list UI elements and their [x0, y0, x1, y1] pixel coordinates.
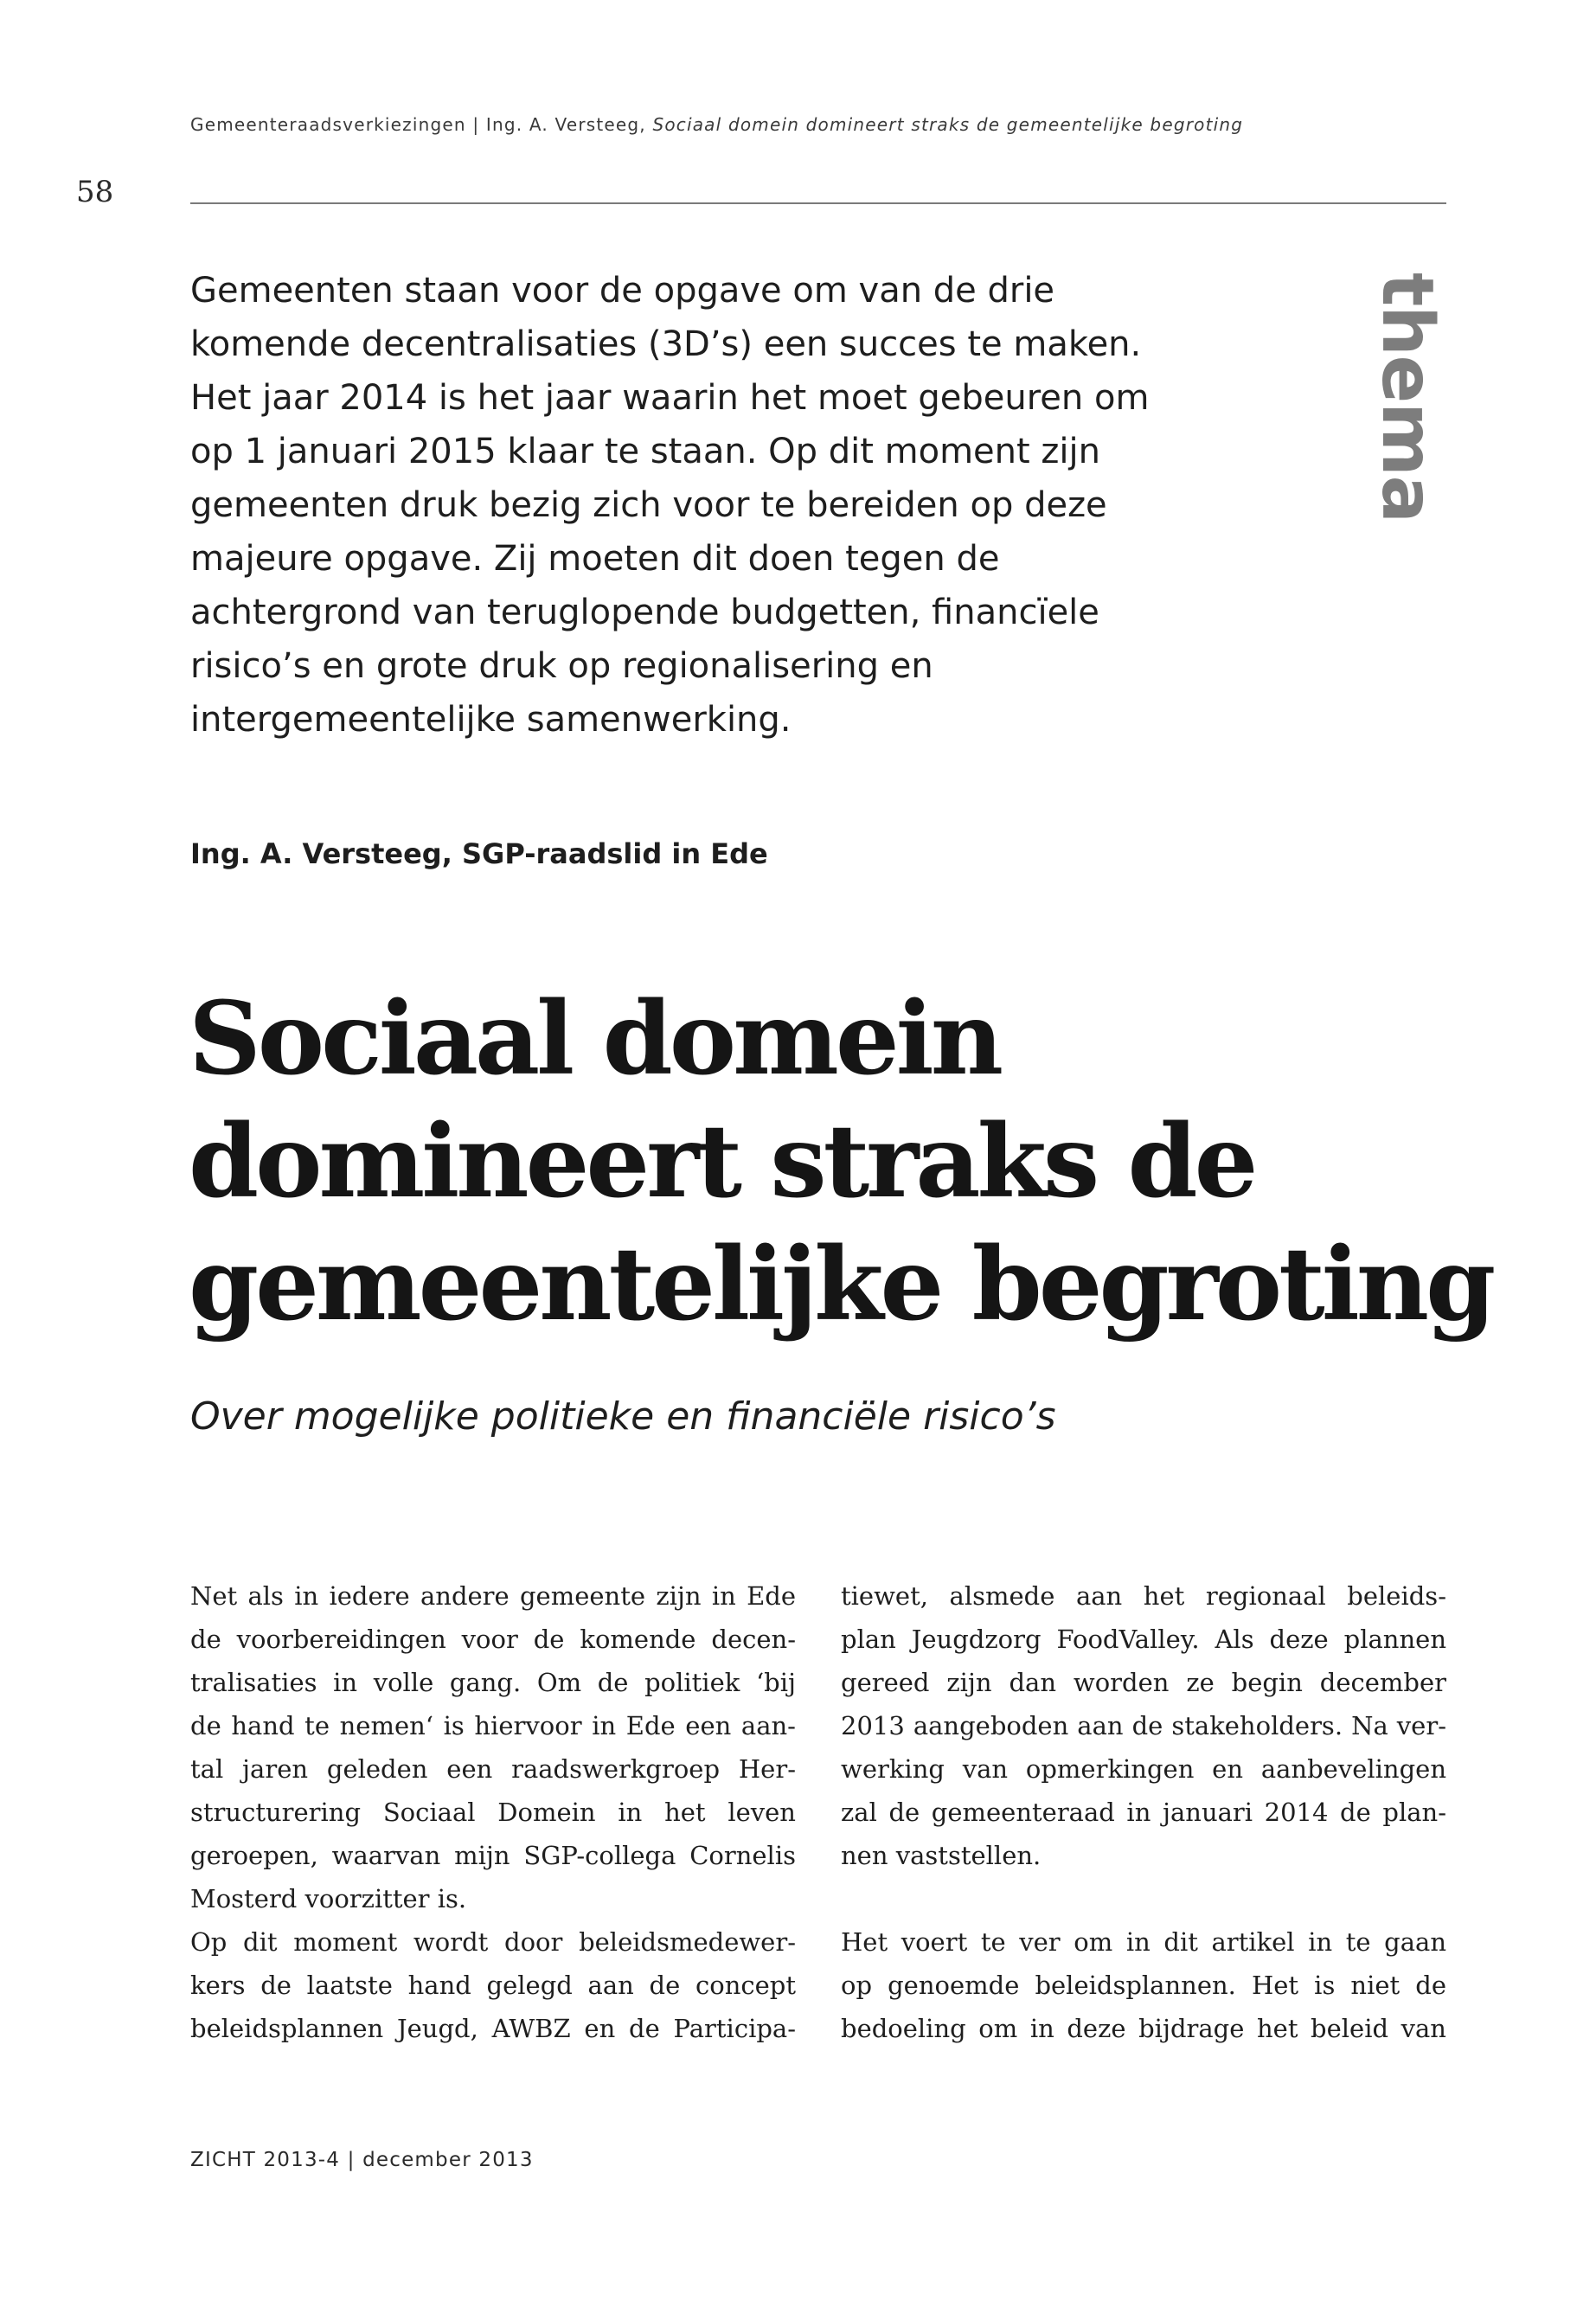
headline-line: gemeentelijke begroting — [189, 1226, 1493, 1343]
article-headline — [189, 977, 1493, 1346]
intro-line: majeure opgave. Zij moeten dit doen tegen de — [190, 539, 1000, 579]
running-head-separator: | — [472, 114, 480, 135]
intro-line: gemeenten druk bezig zich voor te bereiden op deze — [190, 485, 1107, 525]
body-line: op genoemde beleidsplannen. Het is niet de — [841, 1971, 1446, 2000]
intro-line: achtergrond van teruglopende budgetten, financïele — [190, 593, 1099, 632]
body-line: de hand te nemen‘ is hiervoor in Ede een aan- — [190, 1711, 796, 1740]
running-head-title: Sociaal domein domineert straks de gemeentelijke begroting — [652, 114, 1244, 135]
body-line: Het voert te ver om in dit artikel in te gaan — [841, 1927, 1446, 1957]
running-head-section: Gemeenteraadsverkiezingen — [190, 114, 466, 135]
body-column-right — [841, 1574, 1446, 2050]
body-line: geroepen, waarvan mijn SGP-collega Cornelis — [190, 1841, 796, 1870]
intro-paragraph — [190, 264, 1150, 747]
body-line: structurering Sociaal Domein in het leven — [190, 1798, 796, 1827]
article-subtitle: Over mogelijke politieke en financiële risico’s — [190, 1394, 1056, 1439]
body-line: Op dit moment wordt door beleidsmedewer- — [190, 1927, 796, 1957]
intro-line: Het jaar 2014 is het jaar waarin het moet gebeuren om — [190, 378, 1150, 418]
body-line: Net als in iedere andere gemeente zijn in Ede — [190, 1581, 796, 1611]
body-line: gereed zijn dan worden ze begin december — [841, 1668, 1446, 1697]
body-line: nen vaststellen. — [841, 1841, 1042, 1870]
body-line: tiewet, alsmede aan het regionaal beleids- — [841, 1581, 1446, 1611]
header-rule — [190, 202, 1446, 204]
body-line: de voorbereidingen voor de komende decen- — [190, 1625, 796, 1654]
body-line: kers de laatste hand gelegd aan de concept — [190, 1971, 796, 2000]
intro-line: Gemeenten staan voor de opgave om van de drie — [190, 271, 1055, 311]
intro-line: risico’s en grote druk op regionalisering en — [190, 646, 933, 686]
paragraph-gap — [841, 1877, 1446, 1920]
running-head-author: Ing. A. Versteeg, — [485, 114, 646, 135]
body-line: bedoeling om in deze bijdrage het beleid van — [841, 2014, 1446, 2043]
body-line: plan Jeugdzorg FoodValley. Als deze plannen — [841, 1625, 1446, 1654]
body-line: werking van opmerkingen en aanbevelingen — [841, 1754, 1446, 1784]
body-line: Mosterd voorzitter is. — [190, 1884, 467, 1913]
intro-line: komende decentralisaties (3D’s) een succes te maken. — [190, 324, 1142, 364]
body-line: tralisaties in volle gang. Om de politiek ‘bij — [190, 1668, 796, 1697]
headline-line: Sociaal domein — [189, 980, 1001, 1098]
headline-line: domineert straks de — [189, 1103, 1255, 1221]
body-line: tal jaren geleden een raadswerkgroep Her- — [190, 1754, 796, 1784]
running-head — [190, 114, 1243, 135]
body-line: zal de gemeenteraad in januari 2014 de plan- — [841, 1798, 1446, 1827]
body-line: beleidsplannen Jeugd, AWBZ en de Participa- — [190, 2014, 796, 2043]
intro-line: intergemeentelijke samenwerking. — [190, 700, 792, 740]
body-column-left — [190, 1574, 796, 2050]
section-label-thema: thema — [1366, 272, 1448, 522]
page-number: 58 — [76, 175, 114, 209]
author-line: Ing. A. Versteeg, SGP-raadslid in Ede — [190, 837, 768, 870]
footer-issue: ZICHT 2013-4 | december 2013 — [190, 2149, 534, 2171]
intro-line: op 1 januari 2015 klaar te staan. Op dit moment zijn — [190, 432, 1100, 471]
body-line: 2013 aangeboden aan de stakeholders. Na ver- — [841, 1711, 1446, 1740]
